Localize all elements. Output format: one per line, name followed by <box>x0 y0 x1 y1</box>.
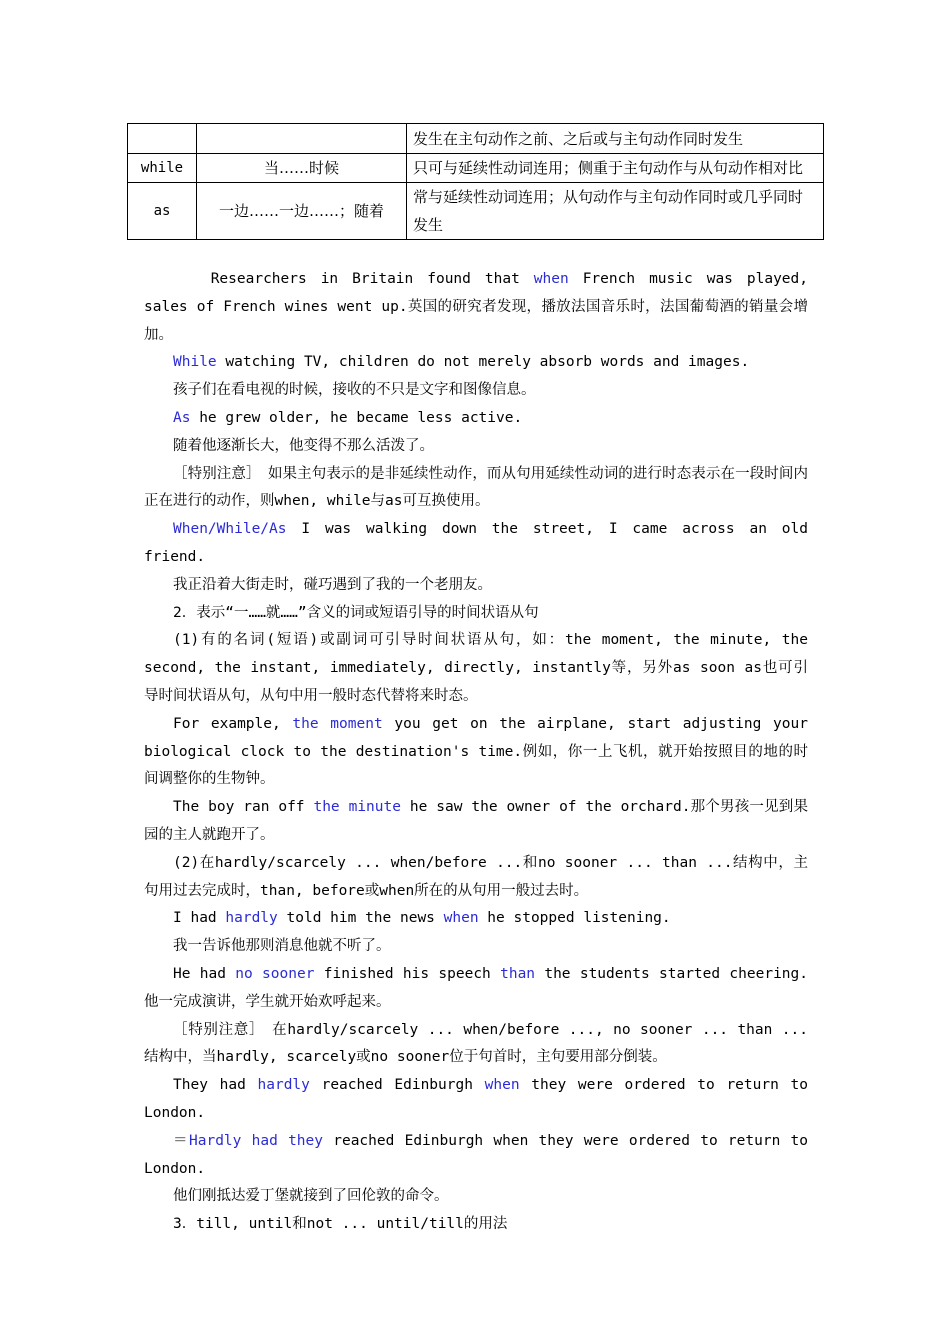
text-run: French music was played, sales of French wines went up.英国的研究者发现，播放法国音乐时，法国葡萄酒的销量会增加。 <box>144 271 808 343</box>
paragraph <box>144 961 808 1017</box>
paragraph <box>144 1072 808 1128</box>
text-run: They had <box>173 1077 258 1094</box>
text-run: finished his speech <box>314 965 501 982</box>
paragraph <box>144 905 808 933</box>
paragraph: 他们刚抵达爱丁堡就接到了回伦敦的命令。 <box>173 1188 449 1205</box>
word-cell: as <box>128 183 197 240</box>
meaning-cell <box>197 124 407 154</box>
highlight-text: hardly <box>257 1077 310 1094</box>
text-run: he grew older, he became less active. <box>190 409 523 426</box>
highlight-text: As <box>173 409 191 426</box>
usage-cell: 发生在主句动作之前、之后或与主句动作同时发生 <box>407 124 824 154</box>
paragraph <box>144 711 808 794</box>
table-row <box>128 183 824 240</box>
text-run: he saw the owner of the orchard.那个男孩一见到果园的主人就跑开了。 <box>144 799 808 843</box>
text-run: I had <box>173 910 226 927</box>
paragraph <box>144 349 808 377</box>
paragraph <box>144 1128 808 1184</box>
highlight-text: While <box>173 354 217 371</box>
text-run: you get on the airplane, start adjusting your biological clock to the destination's time.例如，你一上飞机，就开始按照目的地的时间调整你的生物钟。 <box>144 715 808 788</box>
word-cell <box>128 124 197 154</box>
paragraph <box>144 266 808 349</box>
text-run: told him the news <box>277 910 444 927</box>
text-run: Researchers in Britain found that <box>210 271 534 287</box>
usage-cell: 只可与延续性动词连用；侧重于主句动作与从句动作相对比 <box>407 154 824 183</box>
text-run: The boy ran off <box>173 799 314 816</box>
highlight-text: than <box>500 965 536 982</box>
text-run: ＝ <box>173 1132 190 1149</box>
highlight-text: when <box>484 1077 520 1094</box>
table-row <box>128 124 824 154</box>
text-run: I was walking down the street, I came across an old friend. <box>144 521 808 565</box>
paragraph: 孩子们在看电视的时候，接收的不只是文字和图像信息。 <box>173 382 536 399</box>
meaning-cell: 一边……一边……；随着 <box>197 183 407 240</box>
word-cell: while <box>128 154 197 183</box>
note-paragraph: ［特别注意］ 如果主句表示的是非延续性动作，而从句用延续性动词的进行时态表示在一段时间内正在进行的动作，则when, while与as可互换使用。 <box>144 465 808 510</box>
table-row <box>128 154 824 183</box>
paragraph: 随着他逐渐长大，他变得不那么活泼了。 <box>173 437 434 454</box>
text-run: reached Edinburgh when they were ordered to return to London. <box>144 1132 809 1177</box>
note-paragraph: ［特别注意］ 在hardly/scarcely ... when/before ..., no sooner ... than ...结构中，当hardly, scarcely或no sooner位于句首时，主句要用部分倒装。 <box>144 1021 808 1066</box>
paragraph <box>144 405 808 433</box>
highlight-text: no sooner <box>235 965 315 982</box>
text-run: they were ordered to return to London. <box>144 1077 808 1121</box>
meaning-cell: 当……时候 <box>197 154 407 183</box>
text-run: For example, <box>173 715 293 732</box>
usage-cell: 常与延续性动词连用；从句动作与主句动作同时或几乎同时发生 <box>407 183 824 240</box>
paragraph: (2)在hardly/scarcely ... when/before ...和no sooner ... than ...结构中，主句用过去完成时，than, before或when所在的从句用一般过去时。 <box>144 854 808 899</box>
section-heading: 2．表示“一……就……”含义的词或短语引导的时间状语从句 <box>173 604 539 621</box>
paragraph: (1)有的名词(短语)或副词可引导时间状语从句，如：the moment, the minute, the second, the instant, immediately, directly, instantly等，另外as soon as也可引导时间状语从句，从句中用一般时态代替将来时态。 <box>144 632 808 704</box>
highlight-text: When/While/As <box>173 521 287 538</box>
conjunction-table <box>127 123 824 240</box>
paragraph <box>144 794 808 850</box>
highlight-text: Hardly had they <box>189 1132 323 1149</box>
highlight-text: when <box>443 910 479 927</box>
paragraph: 我一告诉他那则消息他就不听了。 <box>173 938 391 955</box>
text-run: He had <box>173 965 236 982</box>
text-run: the students started cheering.他一完成演讲，学生就开始欢呼起来。 <box>144 965 808 1010</box>
highlight-text: the minute <box>313 799 401 816</box>
text-run: watching TV, children do not merely absorb words and images. <box>216 354 750 371</box>
highlight-text: when <box>533 271 569 287</box>
highlight-text: the moment <box>292 715 383 732</box>
document-body <box>144 266 808 1239</box>
highlight-text: hardly <box>225 910 278 927</box>
text-run: he stopped listening. <box>478 910 671 927</box>
text-run: reached Edinburgh <box>309 1077 485 1094</box>
section-heading: 3．till, until和not ... until/till的用法 <box>173 1216 508 1233</box>
paragraph <box>144 516 808 572</box>
paragraph: 我正沿着大街走时，碰巧遇到了我的一个老朋友。 <box>173 576 492 593</box>
